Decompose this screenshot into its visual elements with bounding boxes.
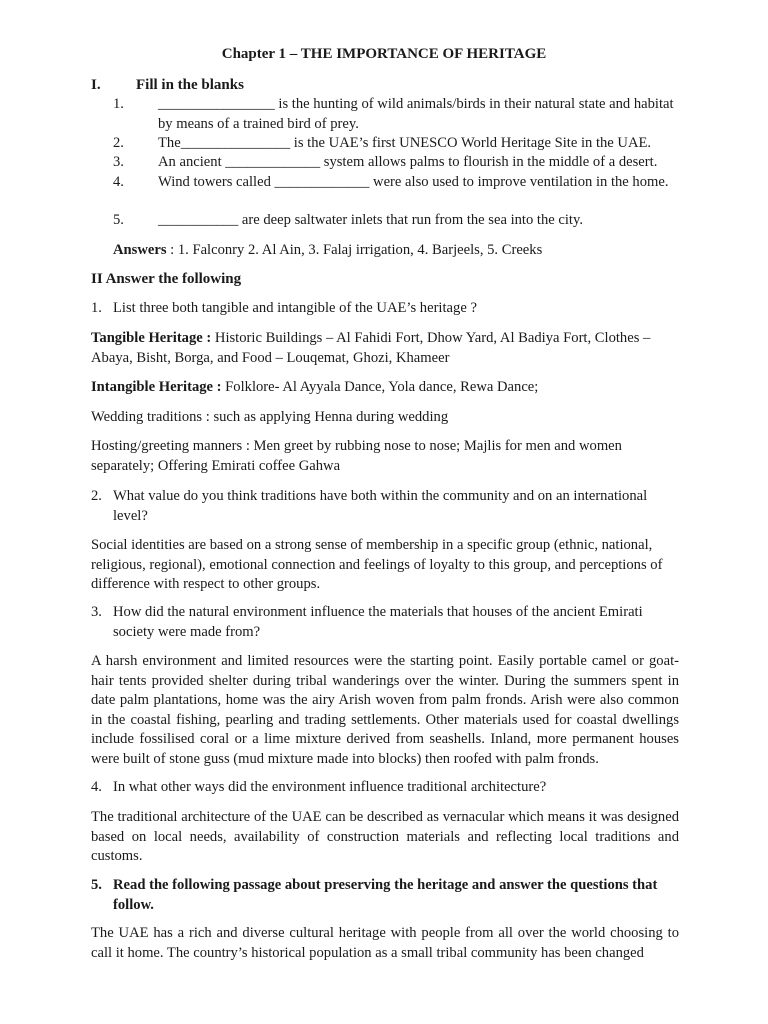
answer-paragraph: The traditional architecture of the UAE can be described as vernacular which means it was designed based on local needs, availability of construction materials and reflecting local traditions and customs. [91, 809, 679, 864]
answer-paragraph: The UAE has a rich and diverse cultural heritage with people from all over the world choosing to call it home. The country’s historical population as a small tribal community has been changed [91, 925, 679, 961]
question-number: 2. [91, 488, 102, 504]
question-text: What value do you think traditions have both within the community and on an international level? [113, 488, 648, 524]
fill-blank-number: 4. [113, 174, 124, 190]
intangible-heritage [91, 378, 679, 398]
tangible-text: Historic Buildings – Al Fahidi Fort, Dhow Yard, Al Badiya Fort, Clothes – Abaya, Bisht, Borga, and Food – Louqemat, Ghozi, Khameer [91, 330, 651, 366]
fill-blank-number: 2. [113, 135, 124, 151]
fill-blank-item: Wind towers called _____________ were also used to improve ventilation in the home. [158, 174, 669, 190]
fill-blank-item: The_______________ is the UAE’s first UNESCO World Heritage Site in the UAE. [158, 135, 652, 151]
answers-text: : 1. Falconry 2. Al Ain, 3. Falaj irrigation, 4. Barjeels, 5. Creeks [166, 242, 543, 258]
answer-paragraph: A harsh environment and limited resources were the starting point. Easily portable camel or goat-hair tents provided shelter during tribal wanderings over the winter. During the summers spent in date palm plantations, home was the airy Arish woven from palm fronds. Arish were also common in the coastal fishing, pearling and trading settlements. Other materials used for coastal dwellings include fossilised coral or a lime mixture derived from seashells. Inland, more permanent houses were built of stone guss (mud mixture made into blocks) then roofed with palm fronds. [91, 653, 679, 767]
fill-blank-number: 1. [113, 96, 124, 112]
question-number: 4. [91, 779, 102, 795]
question-number: 1. [91, 300, 102, 316]
question-text: Read the following passage about preserving the heritage and answer the questions that follow. [113, 877, 658, 913]
hosting-manners: Hosting/greeting manners : Men greet by rubbing nose to nose; Majlis for men and women separately; Offering Emirati coffee Gahwa [91, 438, 622, 474]
fill-blank-number: 5. [113, 212, 124, 228]
tangible-label: Tangible Heritage : [91, 330, 212, 346]
fill-blank-item: ___________ are deep saltwater inlets that run from the sea into the city. [158, 212, 583, 228]
intangible-label: Intangible Heritage : [91, 379, 222, 395]
fill-blank-item: ________________ is the hunting of wild animals/birds in their natural state and habitat by means of a trained bird of prey. [158, 96, 674, 132]
question-text: In what other ways did the environment influence traditional architecture? [113, 779, 547, 795]
question-text: How did the natural environment influence the materials that houses of the ancient Emirati society were made from? [113, 604, 643, 640]
section1-heading: Fill in the blanks [136, 77, 244, 93]
intangible-text: Folklore- Al Ayyala Dance, Yola dance, Rewa Dance; [221, 379, 539, 395]
section1-number: I. [91, 77, 101, 93]
fill-blank-item: An ancient _____________ system allows palms to flourish in the middle of a desert. [158, 154, 658, 170]
wedding-traditions: Wedding traditions : such as applying Henna during wedding [91, 409, 449, 425]
tangible-heritage [91, 329, 679, 368]
question-number: 5. [91, 877, 102, 893]
answers-line [113, 241, 673, 261]
answers-label: Answers [113, 242, 167, 258]
page-title: Chapter 1 – THE IMPORTANCE OF HERITAGE [221, 46, 547, 62]
question-number: 3. [91, 604, 102, 620]
question-text: List three both tangible and intangible of the UAE’s heritage ? [113, 300, 477, 316]
section2-heading: II Answer the following [91, 271, 242, 287]
fill-blank-number: 3. [113, 154, 124, 170]
answer-paragraph: Social identities are based on a strong sense of membership in a specific group (ethnic, national, religious, regional), emotional connection and feelings of loyalty to this group, and perceptions of difference with respect to other groups. [91, 537, 663, 592]
